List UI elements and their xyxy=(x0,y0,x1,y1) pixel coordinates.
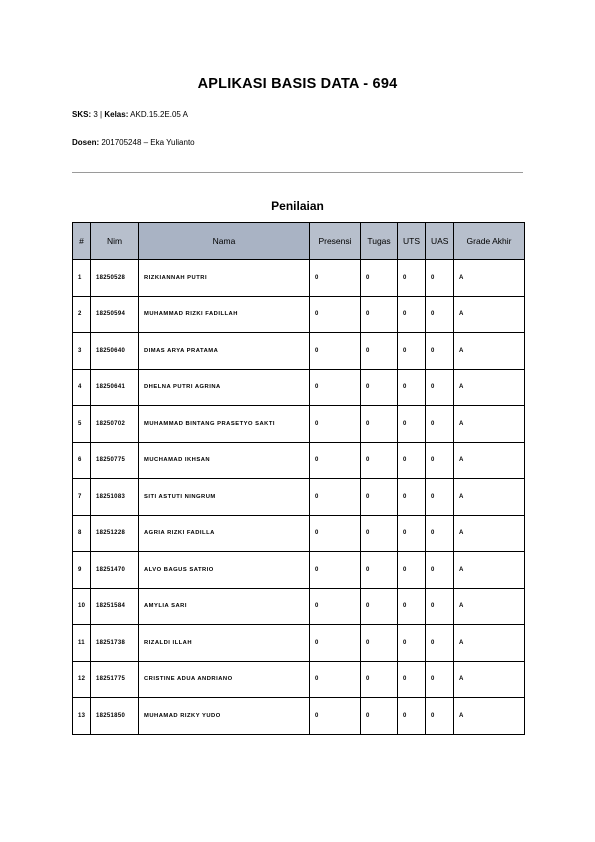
cell-presensi: 0 xyxy=(310,661,361,698)
cell-nama: ALVO BAGUS SATRIO xyxy=(139,552,310,589)
cell-uts: 0 xyxy=(398,406,426,443)
cell-uas: 0 xyxy=(426,552,454,589)
cell-tugas: 0 xyxy=(361,369,398,406)
cell-tugas: 0 xyxy=(361,552,398,589)
cell-no: 9 xyxy=(73,552,91,589)
cell-tugas: 0 xyxy=(361,588,398,625)
cell-uas: 0 xyxy=(426,698,454,735)
page-title: APLIKASI BASIS DATA - 694 xyxy=(197,76,398,92)
cell-tugas: 0 xyxy=(361,296,398,333)
cell-uas: 0 xyxy=(426,442,454,479)
cell-grade: A xyxy=(454,369,525,406)
cell-nim: 18250640 xyxy=(91,333,139,370)
table-row xyxy=(73,698,525,735)
cell-grade: A xyxy=(454,296,525,333)
dosen-value: 201705248 – Eka Yulianto xyxy=(101,138,195,147)
cell-nim: 18251228 xyxy=(91,515,139,552)
cell-nim: 18251850 xyxy=(91,698,139,735)
cell-no: 2 xyxy=(73,296,91,333)
cell-presensi: 0 xyxy=(310,625,361,662)
cell-uts: 0 xyxy=(398,552,426,589)
cell-tugas: 0 xyxy=(361,625,398,662)
cell-grade: A xyxy=(454,625,525,662)
cell-nim: 18250641 xyxy=(91,369,139,406)
cell-uas: 0 xyxy=(426,588,454,625)
cell-grade: A xyxy=(454,333,525,370)
cell-presensi: 0 xyxy=(310,406,361,443)
cell-tugas: 0 xyxy=(361,260,398,297)
table-row xyxy=(73,260,525,297)
table-row xyxy=(73,625,525,662)
table-row xyxy=(73,296,525,333)
cell-grade: A xyxy=(454,479,525,516)
cell-uas: 0 xyxy=(426,260,454,297)
cell-grade: A xyxy=(454,661,525,698)
cell-uas: 0 xyxy=(426,406,454,443)
cell-presensi: 0 xyxy=(310,588,361,625)
cell-no: 10 xyxy=(73,588,91,625)
cell-no: 1 xyxy=(73,260,91,297)
cell-nim: 18251738 xyxy=(91,625,139,662)
cell-uas: 0 xyxy=(426,515,454,552)
cell-nim: 18251083 xyxy=(91,479,139,516)
table-row xyxy=(73,515,525,552)
cell-no: 4 xyxy=(73,369,91,406)
cell-tugas: 0 xyxy=(361,698,398,735)
cell-uts: 0 xyxy=(398,625,426,662)
cell-no: 3 xyxy=(73,333,91,370)
cell-nim: 18250775 xyxy=(91,442,139,479)
header-no: # xyxy=(73,223,91,260)
sks-label: SKS xyxy=(72,110,89,119)
cell-tugas: 0 xyxy=(361,661,398,698)
cell-tugas: 0 xyxy=(361,406,398,443)
header-presensi: Presensi xyxy=(310,223,361,260)
cell-grade: A xyxy=(454,588,525,625)
cell-uts: 0 xyxy=(398,588,426,625)
cell-presensi: 0 xyxy=(310,442,361,479)
kelas-label: Kelas xyxy=(104,110,126,119)
cell-uts: 0 xyxy=(398,698,426,735)
cell-uas: 0 xyxy=(426,296,454,333)
cell-uas: 0 xyxy=(426,625,454,662)
header-uts: UTS xyxy=(398,223,426,260)
cell-uts: 0 xyxy=(398,333,426,370)
table-row xyxy=(73,369,525,406)
cell-no: 7 xyxy=(73,479,91,516)
cell-no: 8 xyxy=(73,515,91,552)
table-row xyxy=(73,333,525,370)
cell-presensi: 0 xyxy=(310,515,361,552)
cell-grade: A xyxy=(454,515,525,552)
cell-no: 6 xyxy=(73,442,91,479)
cell-nim: 18251470 xyxy=(91,552,139,589)
cell-nama: RIZALDI ILLAH xyxy=(139,625,310,662)
table-row xyxy=(73,552,525,589)
cell-uts: 0 xyxy=(398,479,426,516)
cell-presensi: 0 xyxy=(310,296,361,333)
cell-grade: A xyxy=(454,260,525,297)
cell-nama: DIMAS ARYA PRATAMA xyxy=(139,333,310,370)
table-row xyxy=(73,442,525,479)
table-row xyxy=(73,588,525,625)
cell-nim: 18251775 xyxy=(91,661,139,698)
cell-no: 11 xyxy=(73,625,91,662)
cell-grade: A xyxy=(454,406,525,443)
cell-nim: 18250528 xyxy=(91,260,139,297)
header-tugas: Tugas xyxy=(361,223,398,260)
sks-value: 3 xyxy=(93,110,98,119)
table-header-row xyxy=(73,223,525,260)
cell-uas: 0 xyxy=(426,333,454,370)
cell-uts: 0 xyxy=(398,369,426,406)
cell-nama: MUHAMMAD BINTANG PRASETYO SAKTI xyxy=(139,406,310,443)
cell-nim: 18250594 xyxy=(91,296,139,333)
header-uas: UAS xyxy=(426,223,454,260)
cell-nama: AMYLIA SARI xyxy=(139,588,310,625)
cell-nama: CRISTINE ADUA ANDRIANO xyxy=(139,661,310,698)
cell-no: 5 xyxy=(73,406,91,443)
cell-uts: 0 xyxy=(398,260,426,297)
table-row xyxy=(73,479,525,516)
cell-uas: 0 xyxy=(426,369,454,406)
section-title: Penilaian xyxy=(271,199,324,213)
cell-uts: 0 xyxy=(398,515,426,552)
cell-presensi: 0 xyxy=(310,479,361,516)
dosen-label: Dosen xyxy=(72,138,97,147)
cell-uas: 0 xyxy=(426,661,454,698)
cell-nama: MUHAMMAD RIZKI FADILLAH xyxy=(139,296,310,333)
table-row xyxy=(73,661,525,698)
cell-tugas: 0 xyxy=(361,479,398,516)
cell-tugas: 0 xyxy=(361,442,398,479)
grades-table xyxy=(72,222,525,735)
header-grade: Grade Akhir xyxy=(454,223,525,260)
cell-grade: A xyxy=(454,552,525,589)
header-nama: Nama xyxy=(139,223,310,260)
cell-no: 12 xyxy=(73,661,91,698)
cell-nama: MUCHAMAD IKHSAN xyxy=(139,442,310,479)
kelas-value: AKD.15.2E.05 A xyxy=(130,110,188,119)
cell-presensi: 0 xyxy=(310,260,361,297)
cell-nama: AGRIA RIZKI FADILLA xyxy=(139,515,310,552)
cell-grade: A xyxy=(454,442,525,479)
lecturer-info: Dosen: 201705248 – Eka Yulianto xyxy=(72,138,195,147)
divider xyxy=(72,172,523,173)
cell-nama: SITI ASTUTI NINGRUM xyxy=(139,479,310,516)
cell-nama: DHELNA PUTRI AGRINA xyxy=(139,369,310,406)
cell-tugas: 0 xyxy=(361,515,398,552)
table-row xyxy=(73,406,525,443)
cell-nim: 18251584 xyxy=(91,588,139,625)
cell-uts: 0 xyxy=(398,296,426,333)
course-info: SKS: 3 | Kelas: AKD.15.2E.05 A xyxy=(72,110,188,119)
cell-uts: 0 xyxy=(398,661,426,698)
cell-uts: 0 xyxy=(398,442,426,479)
cell-nama: RIZKIANNAH PUTRI xyxy=(139,260,310,297)
cell-presensi: 0 xyxy=(310,333,361,370)
cell-nama: MUHAMAD RIZKY YUDO xyxy=(139,698,310,735)
cell-no: 13 xyxy=(73,698,91,735)
cell-uas: 0 xyxy=(426,479,454,516)
cell-grade: A xyxy=(454,698,525,735)
cell-presensi: 0 xyxy=(310,552,361,589)
cell-tugas: 0 xyxy=(361,333,398,370)
header-nim: Nim xyxy=(91,223,139,260)
cell-nim: 18250702 xyxy=(91,406,139,443)
cell-presensi: 0 xyxy=(310,698,361,735)
cell-presensi: 0 xyxy=(310,369,361,406)
